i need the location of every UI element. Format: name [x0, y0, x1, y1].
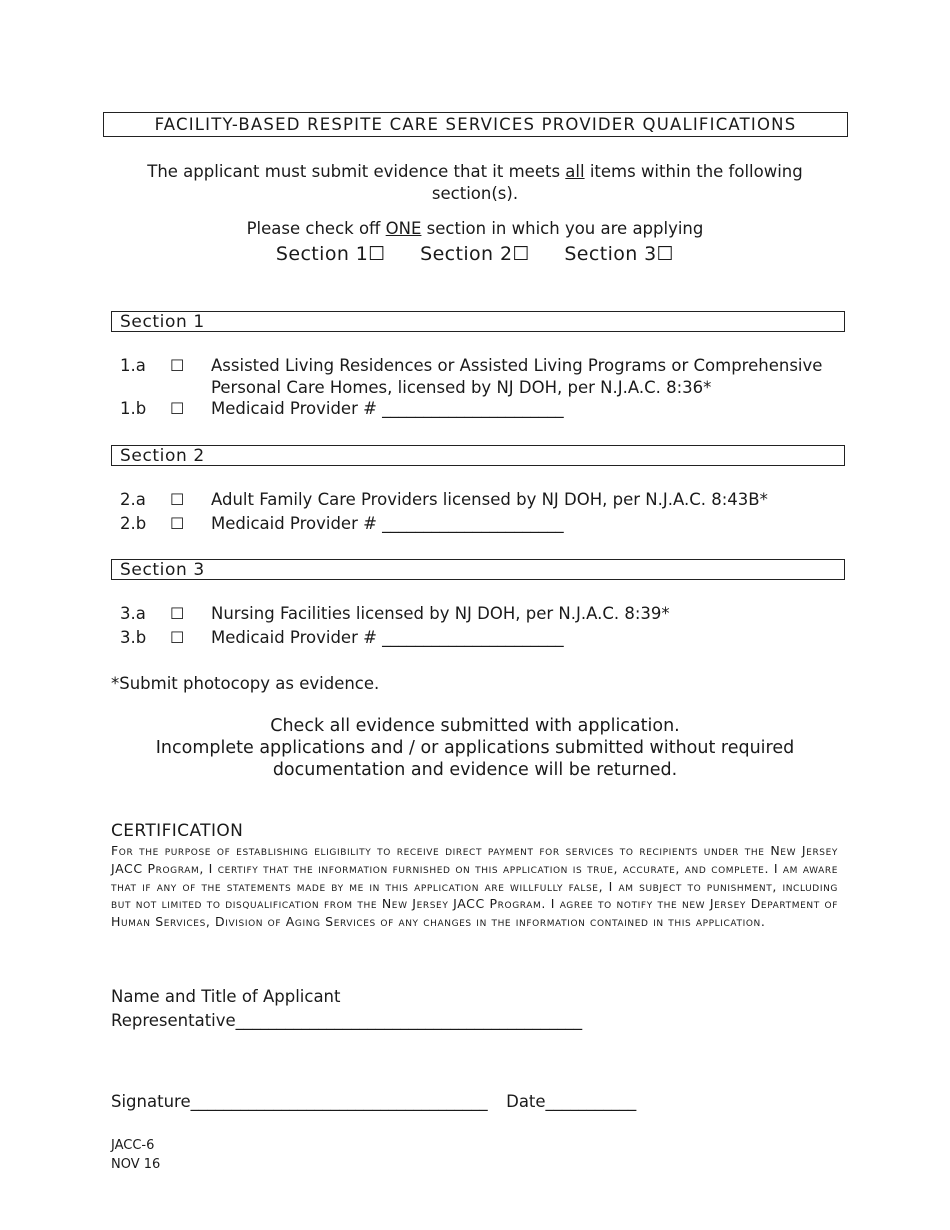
section-option-3-label: Section 3 — [564, 243, 657, 265]
section-options — [0, 241, 950, 267]
section-option-3-checkbox[interactable]: ☐ — [656, 243, 675, 265]
medicaid-provider-field[interactable]: Medicaid Provider # ______________________ — [211, 628, 564, 647]
item-checkbox[interactable]: ☐ — [170, 628, 185, 647]
item-text: Assisted Living Residences or Assisted Living Programs or Comprehensive Personal Care Homes, licensed by NJ DOH, per N.J.A.C. 8:36* — [211, 356, 823, 397]
section-option-2-checkbox[interactable]: ☐ — [512, 243, 530, 265]
certification-body: For the purpose of establishing eligibility to receive direct payment for services to recipients under the New Jersey JACC Program, I certify that the information furnished on this application is true, accurate, and complete. I am aware that if any of the statements made by me in this application are willfully false, I am subject to punishment, including but not limited to disqualification from the New Jersey JACC Program. I agree to notify the new Jersey Department of Human Services, Division of Aging Services of any changes in the information contained in this application. — [111, 843, 838, 930]
intro-before: The applicant must submit evidence that it meets — [147, 162, 566, 181]
medicaid-provider-field[interactable]: Medicaid Provider # ______________________ — [211, 399, 564, 418]
evidence-line-1: Check all evidence submitted with application. — [270, 716, 680, 736]
intro-after: items within the following section(s). — [431, 162, 803, 203]
item-checkbox[interactable]: ☐ — [170, 604, 185, 623]
evidence-notice — [100, 715, 850, 781]
section-option-2[interactable] — [420, 243, 530, 265]
section-option-3[interactable] — [564, 243, 674, 265]
item-number: 2.a — [120, 490, 146, 509]
intro-text — [140, 161, 810, 205]
applicant-name-label: Name and Title of Applicant — [111, 987, 341, 1006]
item-checkbox[interactable]: ☐ — [170, 490, 185, 509]
item-number: 3.a — [120, 604, 146, 623]
signature-row — [111, 1090, 636, 1114]
intro-emphasis: all — [565, 162, 585, 181]
item-text: Nursing Facilities licensed by NJ DOH, per N.J.A.C. 8:39* — [211, 604, 670, 623]
applicant-name-blank[interactable]: Representative__________________________________________ — [111, 1011, 583, 1030]
form-id: JACC-6 — [111, 1138, 155, 1153]
applicant-name-field[interactable] — [111, 985, 582, 1033]
item-checkbox[interactable]: ☐ — [170, 399, 185, 418]
item-number: 1.b — [120, 399, 147, 418]
section-3-header: Section 3 — [111, 559, 845, 580]
footnote: *Submit photocopy as evidence. — [111, 674, 380, 693]
section-option-1-checkbox[interactable]: ☐ — [368, 243, 386, 265]
item-checkbox[interactable]: ☐ — [170, 356, 185, 375]
item-text: Adult Family Care Providers licensed by NJ DOH, per N.J.A.C. 8:43B* — [211, 490, 768, 509]
item-number: 2.b — [120, 514, 147, 533]
check-after: section in which you are applying — [421, 219, 704, 238]
section-option-1[interactable] — [276, 243, 386, 265]
check-instruction — [140, 218, 810, 240]
section-option-2-label: Section 2 — [420, 243, 513, 265]
item-number: 3.b — [120, 628, 147, 647]
date-field[interactable]: Date___________ — [506, 1092, 637, 1111]
section-option-1-label: Section 1 — [275, 243, 369, 265]
form-title: FACILITY-BASED RESPITE CARE SERVICES PROVIDER QUALIFICATIONS — [103, 112, 848, 137]
item-checkbox[interactable]: ☐ — [170, 514, 185, 533]
medicaid-provider-field[interactable]: Medicaid Provider # ______________________ — [211, 514, 564, 533]
form-revision: NOV 16 — [111, 1157, 161, 1172]
section-2-header: Section 2 — [111, 445, 845, 466]
check-before: Please check off — [246, 219, 386, 238]
section-1-header: Section 1 — [111, 311, 845, 332]
item-number: 1.a — [120, 356, 146, 375]
form-footer — [111, 1136, 160, 1174]
signature-field[interactable]: Signature____________________________________ — [111, 1092, 488, 1111]
check-emphasis: ONE — [385, 219, 422, 238]
evidence-line-2: Incomplete applications and / or applications submitted without required documentation and evidence will be returned. — [155, 738, 795, 780]
certification-title: CERTIFICATION — [111, 821, 244, 841]
